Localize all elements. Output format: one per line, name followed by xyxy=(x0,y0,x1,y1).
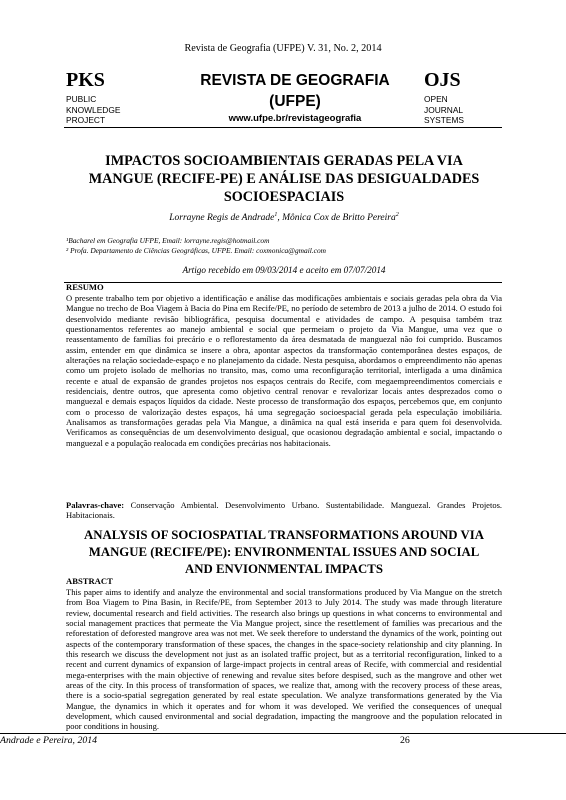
keywords-list: Conservação Ambiental. Desenvolvimento Urbano. Sustentabilidade. Manguezal. Grandes Projetos. Habitacionais. xyxy=(66,500,502,521)
author-2-marker: 2 xyxy=(395,212,399,218)
ojs-sub-line: JOURNAL xyxy=(424,104,464,115)
title-pt-line: SOCIOESPACIAIS xyxy=(223,189,345,205)
keywords-label: Palavras-chave: xyxy=(66,500,125,510)
title-en-line: MANGUE (RECIFE/PE): ENVIRONMENTAL ISSUES AND SOCIAL xyxy=(88,545,480,559)
journal-title-line: REVISTA DE GEOGRAFIA xyxy=(200,72,390,89)
article-title-en xyxy=(66,527,502,578)
footer-citation: Andrade e Pereira, 2014 xyxy=(0,735,98,746)
title-en-line: AND ENVIONMENTAL IMPACTS xyxy=(185,562,383,576)
pks-sub-line: KNOWLEDGE xyxy=(66,104,121,115)
title-en-line: ANALYSIS OF SOCIOSPATIAL TRANSFORMATIONS AROUND VIA xyxy=(84,528,484,542)
resumo-text: O presente trabalho tem por objetivo a identificação e análise das modificações ambientais e sociais geradas pela obra da Via Mangue no trecho de Boa Viagem à Bacia do Pina em Recife/PE, no período de setembro de 2013 a julho de 2014. O estudo foi desenvolvido mediante revisão bibliográfica, pesquisa documental e atividades de campo. A pesquisa também traz questionamentos referentes ao manejo ambiental e social que permeiam o projeto da Via Mangue, uma vez que o reassentamento de famílias foi precário e o reflorestamento da área desmatada de manguezal não foi cumprido. Buscamos assim, entender em que dinâmica se insere a obra, apontar aspectos da transformação contemporânea destes espaços, de alterações na relação sociedade-espaço e no planejamento da cidade. Nesta pesquisa, abordamos o empreendimento não apenas como um projeto isolado de melhorias no transito, mas, como uma reconfiguração territorial, interligada a uma dinâmica recente e atual de expansão de grandes projetos nos espaços centrais do Recife, com megaempreendimentos comerciais e residenciais, dentre outros, que apresenta como objetivo central renovar e revalorizar locais antes desprezados como o manguezal e demais espaços líquidos da cidade. Neste processo de transformação dos espaços, percebemos que, em conjunto com o processo de valorização destes espaços, há uma segregação socioespacial gerada pela especulação imobiliária. Analisamos as transformações geradas pela Via Mangue, a dinâmica na qual está inserida e para quem foi desenvolvida. Verificamos as consequências de um desenvolvimento desigual, que ocasionou degradação ambiental e social, impactando o manguezal e a população realocada em condições precárias nos habitacionais. xyxy=(66,293,502,448)
journal-title xyxy=(150,70,440,112)
received-accepted-dates: Artigo recebido em 09/03/2014 e aceito em 07/07/2014 xyxy=(182,265,386,275)
journal-citation: Revista de Geografia (UFPE) V. 31, No. 2, 2014 xyxy=(184,43,382,54)
abstract-divider xyxy=(64,282,502,283)
article-title-pt xyxy=(66,152,502,206)
author-1: Lorrayne Regis de Andrade xyxy=(169,213,275,224)
page-number: 26 xyxy=(400,735,410,746)
title-pt-line: MANGUE (RECIFE-PE) E ANÁLISE DAS DESIGUALDADES xyxy=(88,171,480,187)
pks-logo: PKS xyxy=(66,69,105,91)
ojs-logo: OJS xyxy=(424,69,461,91)
pks-sub-line: PROJECT xyxy=(66,115,106,126)
pks-sub-line: PUBLIC xyxy=(66,94,97,104)
author-separator: , xyxy=(277,213,283,224)
footnote-author-2: ² Profa. Departamento de Ciências Geográficas, UFPE. Email: coxmonica@gmail.com xyxy=(66,246,326,255)
abstract-heading: ABSTRACT xyxy=(66,576,113,586)
title-pt-line: IMPACTOS SOCIOAMBIENTAIS GERADAS PELA VIA xyxy=(105,153,463,169)
footnote-author-1: ¹Bacharel em Geografia UFPE, Email: lorrayne.regis@hotmail.com xyxy=(66,236,270,245)
author-1-marker: 1 xyxy=(274,212,278,218)
resumo-heading: RESUMO xyxy=(66,282,104,292)
journal-title-line: (UFPE) xyxy=(269,93,321,110)
pks-logo-subtitle xyxy=(66,94,120,126)
footer-divider xyxy=(0,733,566,734)
author-2: Mônica Cox de Britto Pereira xyxy=(282,213,396,224)
authors xyxy=(66,212,502,223)
ojs-sub-line: SYSTEMS xyxy=(424,115,465,126)
ojs-sub-line: OPEN xyxy=(424,94,448,104)
journal-url[interactable]: www.ufpe.br/revistageografia xyxy=(228,113,362,124)
keywords xyxy=(66,500,502,521)
ojs-logo-subtitle xyxy=(424,94,464,126)
header-divider xyxy=(64,127,502,128)
abstract-text: This paper aims to identify and analyze the environmental and social transformations produced by Via Mangue on the stretch from Boa Viagem to Pina Basin, in Recife/PE, from September 2013 to July 2014. The study was made through literature review, documental research and field activities. The research also brings up questions in what concerns to environmental and social management practices that permeate the Via Mangue project, since the resettlement of families was precarious and the reforestation of deforested mangrove area was not met. We seek therefore to understand the dynamics of the work, pointing out aspects of the contemporary transformation of these spaces, the changes in the space-society relationship and city planning. In this research we discuss the development not just as an isolated traffic project, but as a territorial reconfiguration, linked to a recent and current dynamics of expansion of large-impact projects in central areas of Recife, with commercial and residential mega-enterprises with the main objective of renewing and revalue sites before despised, such as the mangrove and other wet areas of the city. In this process of transformation of spaces, we realize that, among with the recovery process of these areas, there is a socio-spatial segregation generated by real estate speculation. We analyze transformations generated by the Via Mangue, the dynamics in which it operates and for whom it was developed. We verified the consequences of unequal development, which caused environmental and social degradation, impacting the mangroove and the population relocated in poor conditions in housing. xyxy=(66,587,502,732)
